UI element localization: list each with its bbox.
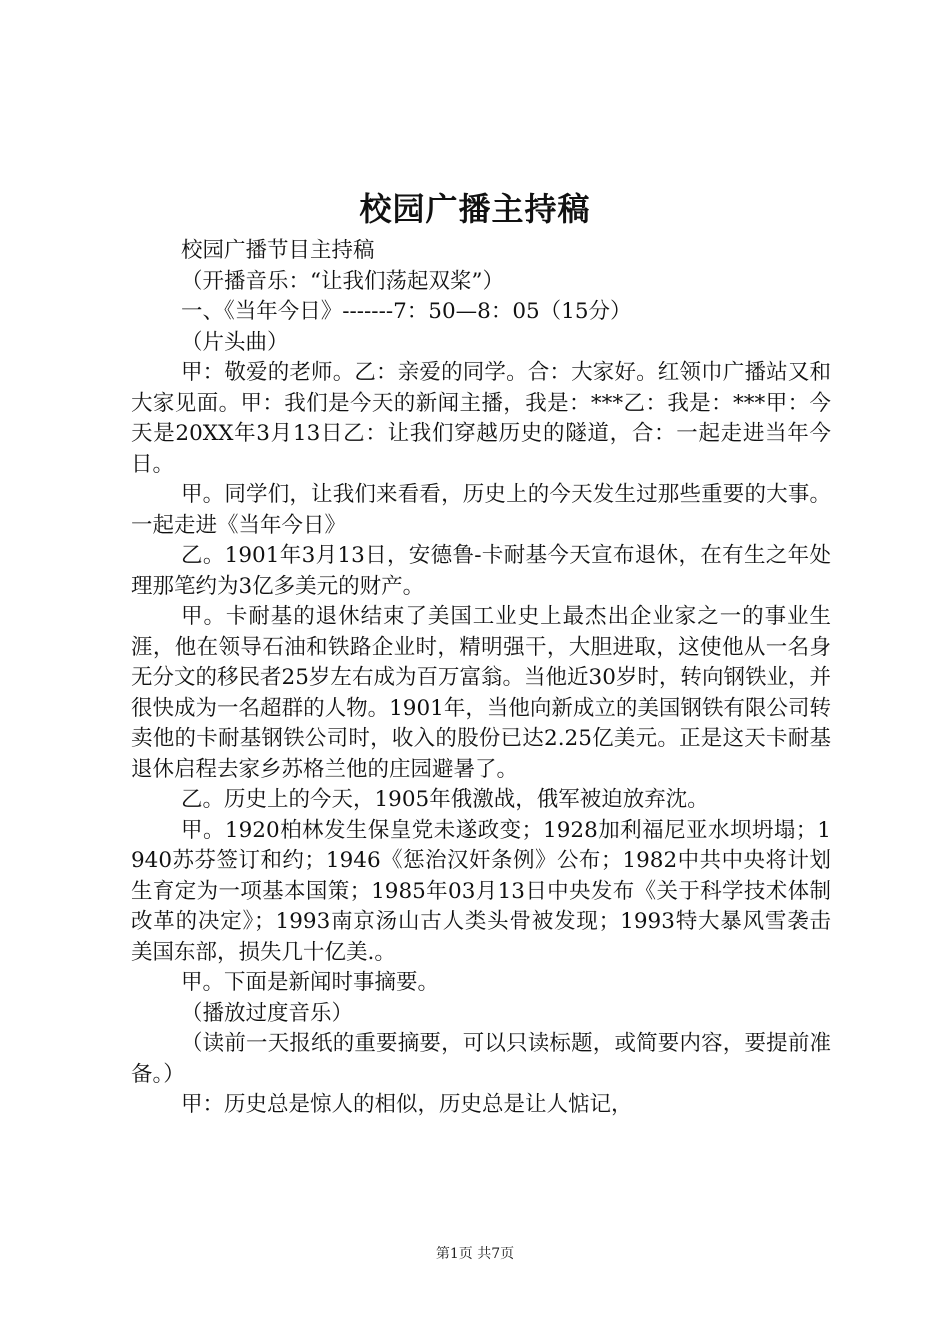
paragraph: （片头曲） [181, 329, 289, 355]
paragraph: （播放过度音乐） [181, 1000, 354, 1026]
paragraph: 一、《当年今日》-------7：50—8：05（15分） [181, 299, 632, 324]
paragraph: 甲。同学们，让我们来看看，历史上的今天发生过那些重要的大事。一起走进《当年今日》 [131, 482, 831, 538]
document-body [131, 236, 831, 1121]
paragraph: （读前一天报纸的重要摘要，可以只读标题，或简要内容，要提前准备。） [131, 1031, 831, 1087]
paragraph: 甲。下面是新闻时事摘要。 [181, 970, 440, 995]
paragraph: （开播音乐：“让我们荡起双桨”） [181, 268, 504, 294]
paragraph: 校园广播节目主持稿 [181, 238, 375, 263]
paragraph: 甲：敬爱的老师。乙：亲爱的同学。合：大家好。红领巾广播站又和大家见面。甲：我们是今天的新闻主播，我是：***乙：我是：***甲：今天是20XX年3月13日乙：让我们穿越历史的隧道，合：一起走进当年今日。 [131, 360, 831, 477]
paragraph: 甲。1920柏林发生保皇党未遂政变；1928加利福尼亚水坝坍塌；1940苏芬签订和约；1946《惩治汉奸条例》公布；1982中共中央将计划生育定为一项基本国策；1985年03月13日中央发布《关于科学技术体制改革的决定》；1993南京汤山古人类头骨被发现；1993特大暴风雪袭击美国东部，损失几十亿美.。 [131, 817, 831, 965]
paragraph: 甲：历史总是惊人的相似，历史总是让人惦记， [181, 1092, 633, 1117]
paragraph: 甲。卡耐基的退休结束了美国工业史上最杰出企业家之一的事业生涯，他在领导石油和铁路企业时，精明强干，大胆进取，这使他从一名身无分文的移民者25岁左右成为百万富翁。当他近30岁时，转向钢铁业，并很快成为一名超群的人物。1901年，当他向新成立的美国钢铁有限公司转卖他的卡耐基钢铁公司时，收入的股份已达2.25亿美元。正是这天卡耐基退休启程去家乡苏格兰他的庄园避暑了。 [131, 604, 831, 782]
document-title: 校园广播主持稿 [359, 190, 591, 228]
paragraph: 乙。历史上的今天，1905年俄激战，俄军被迫放弃沈。 [181, 787, 709, 812]
page-number-footer: 第1页 共7页 [435, 1246, 515, 1262]
paragraph: 乙。1901年3月13日，安德鲁-卡耐基今天宣布退休，在有生之年处理那笔约为3亿多美元的财产。 [131, 543, 831, 599]
